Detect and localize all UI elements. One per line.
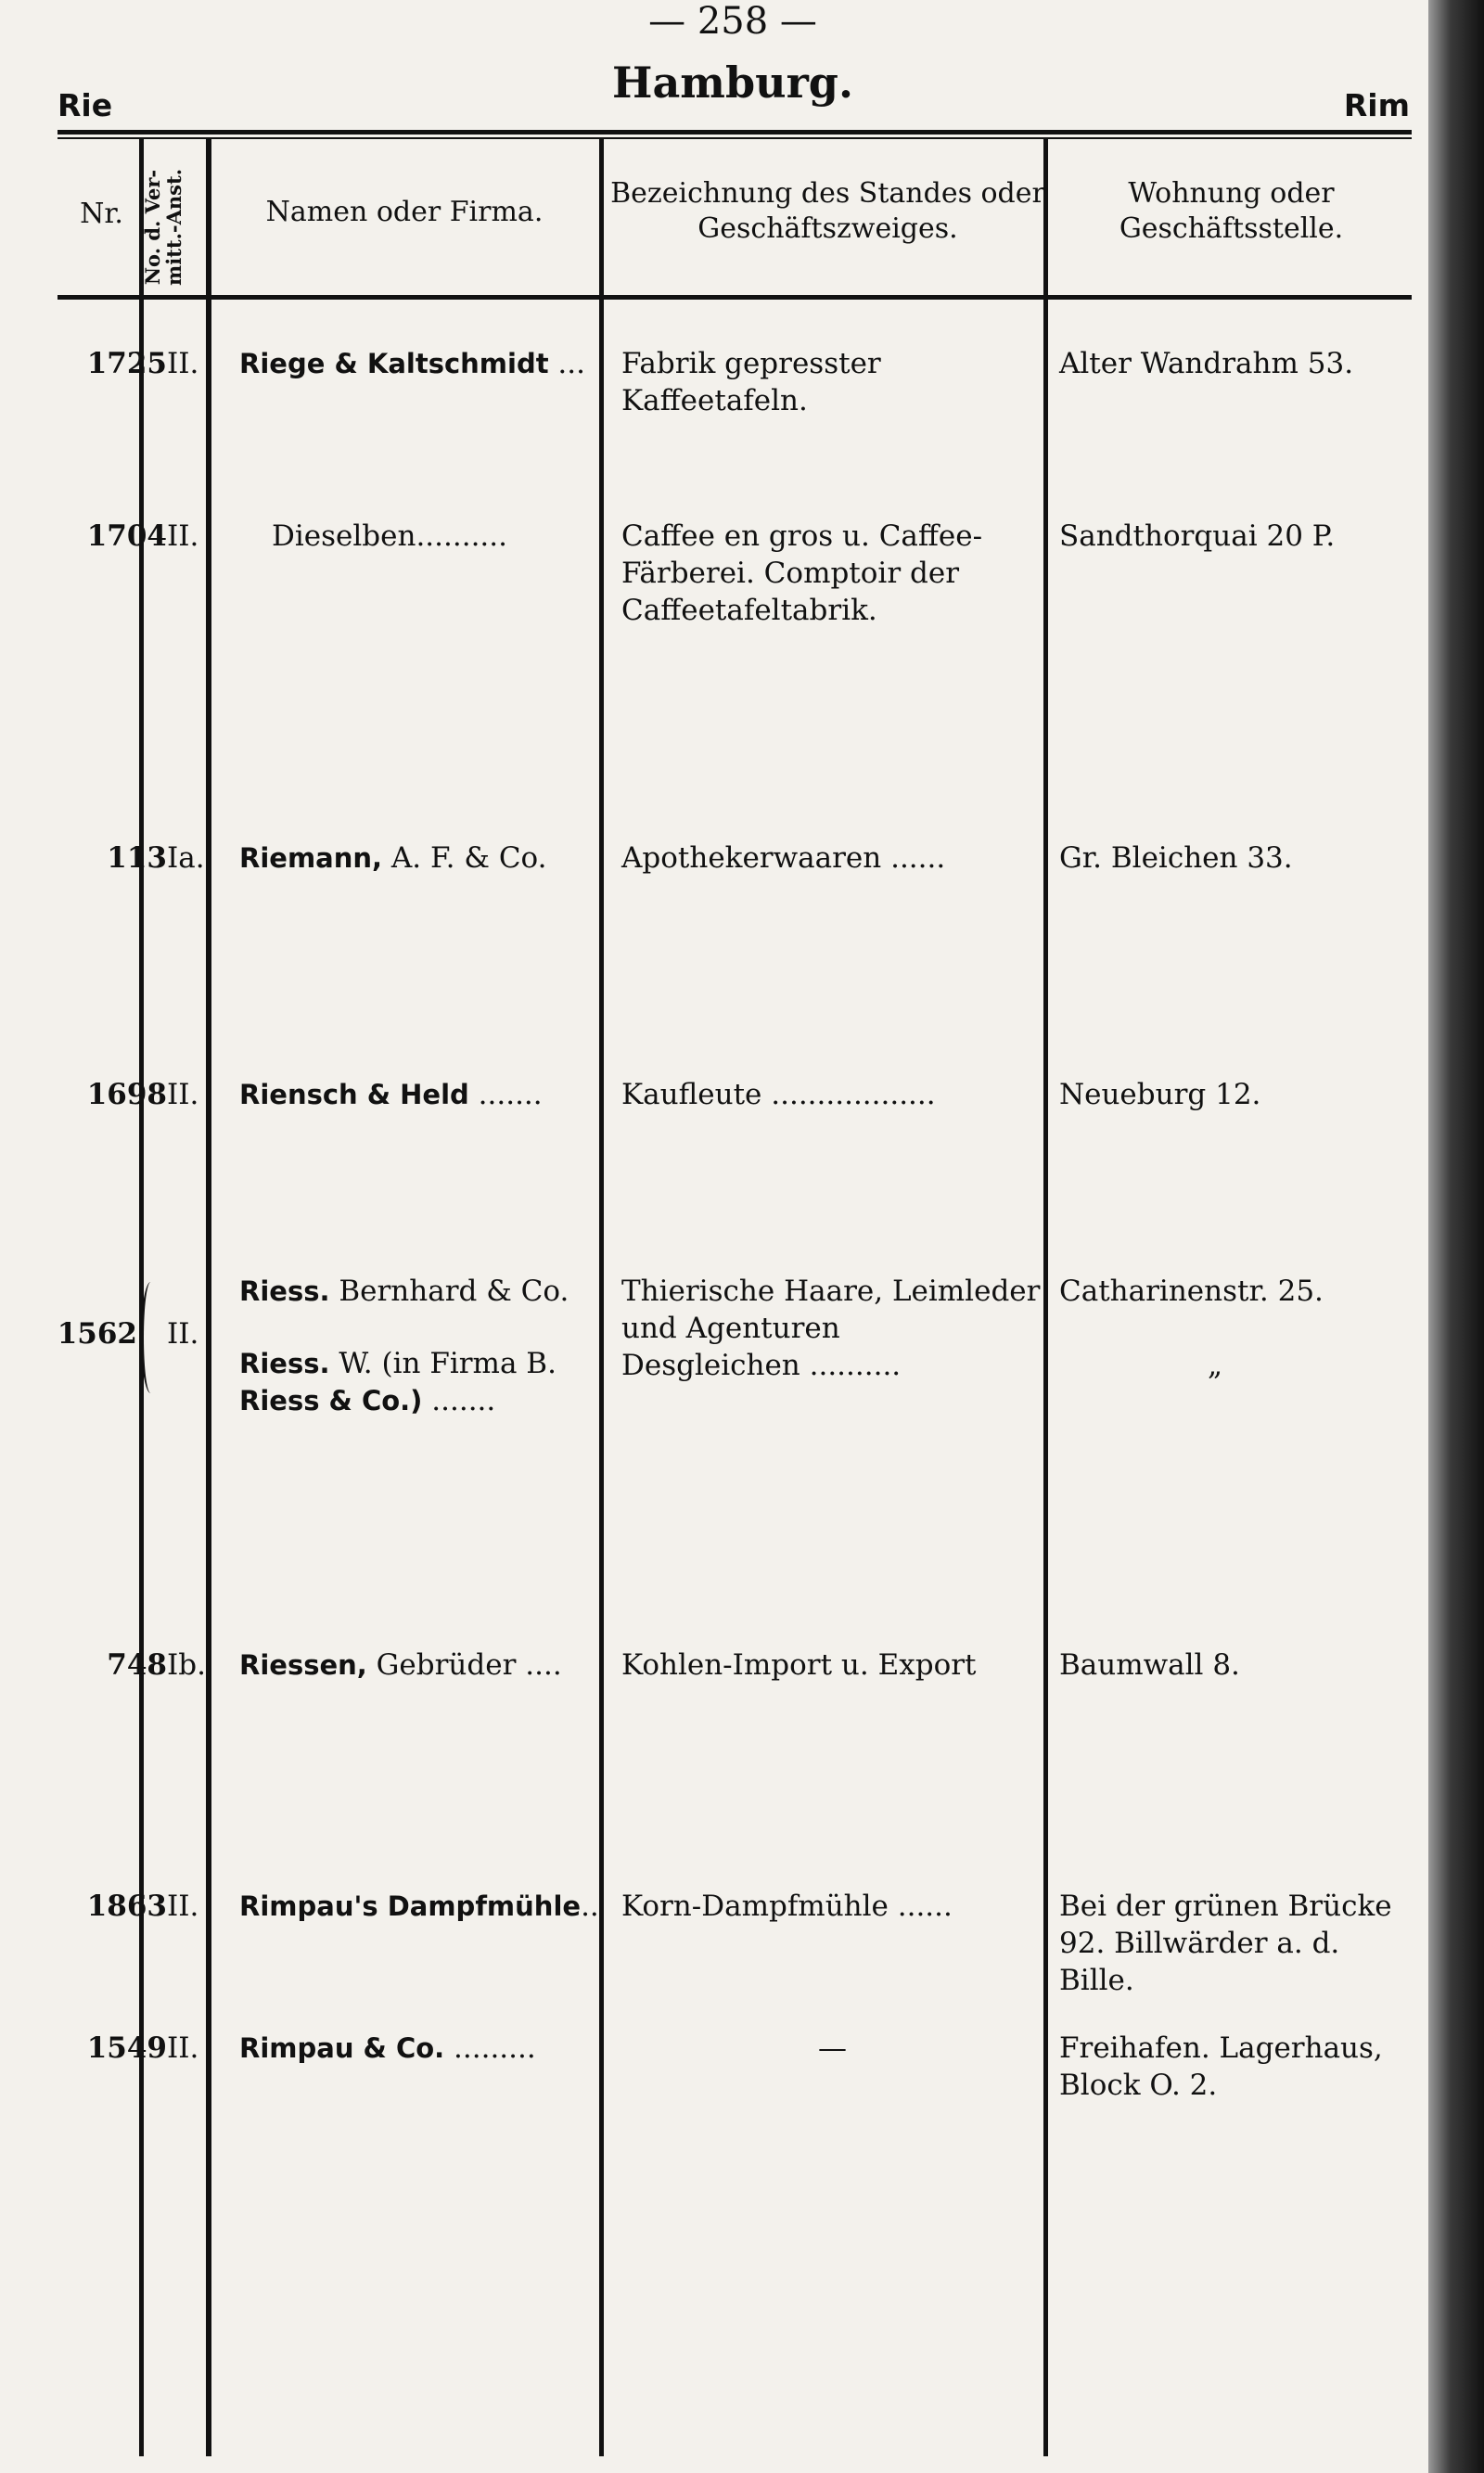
- entry-address: Neueburg 12.: [1059, 1078, 1261, 1111]
- entry-class: II.: [167, 1317, 199, 1351]
- entry-name: [239, 2030, 606, 2067]
- entry-nr: 1698: [86, 1078, 167, 1111]
- entry-address: Gr. Bleichen 33.: [1059, 841, 1293, 875]
- entry-address: „: [1208, 1349, 1223, 1382]
- entry-name-rest: Bernhard & Co.: [329, 1275, 569, 1308]
- header-nr: Nr.: [80, 198, 123, 230]
- header-name: Namen oder Firma.: [265, 196, 544, 228]
- entry-name-rest: Gebrüder ....: [366, 1648, 562, 1682]
- entry-name-bold: Riess.: [239, 1275, 330, 1307]
- entry-class: II.: [167, 519, 199, 553]
- page-number: — 258 —: [648, 0, 817, 43]
- header-wohnung: Wohnung oder Geschäftsstelle.: [1119, 177, 1344, 245]
- entry-address: Catharinenstr. 25.: [1059, 1275, 1324, 1308]
- entry-description: Desgleichen ..........: [621, 1349, 902, 1382]
- entry-class: Ia.: [167, 841, 205, 875]
- page-title: Hamburg.: [612, 58, 853, 108]
- entry-address: Alter Wandrahm 53.: [1059, 347, 1354, 380]
- entry-name-bold: Rimpau & Co.: [239, 2032, 445, 2064]
- entry-description: Thierische Haare, Leimleder und Agenturen: [621, 1275, 1041, 1345]
- entry-name: [239, 1076, 606, 1113]
- entry-name: [239, 518, 606, 555]
- entry-name-line2-bold: Riess & Co.): [239, 1385, 423, 1416]
- entry-name: [239, 1345, 606, 1419]
- running-head-right: Rim: [1343, 87, 1410, 123]
- entry-nr: 113: [107, 841, 167, 875]
- running-head-left: Rie: [58, 87, 113, 123]
- entry-name: [239, 1647, 606, 1684]
- entry-address: Baumwall 8.: [1059, 1648, 1240, 1682]
- entry-name-bold: Riensch & Held: [239, 1079, 469, 1110]
- header-stand: Bezeichnung des Standes oder Geschäftszweiges.: [610, 177, 1045, 245]
- entry-description: Caffee en gros u. Caffee-Färberei. Comptoir der Caffeetafeltabrik.: [621, 519, 983, 627]
- header-vermitt: No. d. Ver-mitt.-Anst.: [141, 168, 186, 287]
- entry-nr: 1704: [86, 519, 167, 553]
- entry-description: —: [818, 2031, 847, 2065]
- entry-name-rest: ...: [548, 347, 585, 380]
- page-edge-shadow: [1428, 0, 1484, 2473]
- entry-name: [239, 839, 606, 877]
- entry-name: [239, 1273, 606, 1310]
- entry-class: II.: [167, 1078, 199, 1111]
- column-divider-4: [1043, 137, 1048, 2456]
- entry-name-bold: Riessen,: [239, 1649, 367, 1681]
- top-rule-thin: [58, 137, 1412, 139]
- entry-name-rest: .........: [444, 2031, 536, 2065]
- entry-nr: 1725: [86, 347, 167, 380]
- top-rule: [58, 130, 1412, 135]
- entry-name: [239, 345, 606, 382]
- entry-description: Kaufleute ..................: [621, 1078, 936, 1111]
- entry-address: Bei der grünen Brücke 92. Billwärder a. d. Bille.: [1059, 1890, 1392, 1997]
- entry-nr: 1863: [86, 1890, 167, 1923]
- entry-description: Fabrik gepresster Kaffeetafeln.: [621, 347, 881, 417]
- entry-class: II.: [167, 1890, 199, 1923]
- entry-name: [239, 1888, 606, 1925]
- entry-class: Ib.: [167, 1648, 206, 1682]
- entry-name-rest: Dieselben..........: [272, 519, 507, 553]
- entry-description: Kohlen-Import u. Export: [621, 1648, 977, 1682]
- column-divider-2: [206, 137, 211, 2456]
- entry-description: Apothekerwaaren ......: [621, 841, 946, 875]
- entry-class: II.: [167, 347, 199, 380]
- entry-address: Freihafen. Lagerhaus, Block O. 2.: [1059, 2031, 1383, 2102]
- header-rule: [58, 295, 1412, 300]
- entry-name-rest: A. F. & Co.: [382, 841, 547, 875]
- entry-name-bold: Riege & Kaltschmidt: [239, 348, 549, 379]
- entry-name-bold: Riess.: [239, 1348, 330, 1379]
- entry-address: Sandthorquai 20 P.: [1059, 519, 1336, 553]
- entry-nr: 1562: [57, 1317, 137, 1351]
- entry-name-line2-rest: .......: [422, 1384, 496, 1417]
- entry-nr: 1549: [86, 2031, 167, 2065]
- entry-nr: 748: [107, 1648, 167, 1682]
- entry-class: II.: [167, 2031, 199, 2065]
- entry-name-bold: Riemann,: [239, 842, 383, 874]
- entry-description: Korn-Dampfmühle ......: [621, 1890, 953, 1923]
- entry-name-rest: .......: [468, 1078, 543, 1111]
- entry-name-bold: Rimpau's Dampfmühle: [239, 1890, 582, 1922]
- entry-bracket: [141, 1282, 160, 1393]
- entry-name-rest: W. (in Firma B.: [329, 1347, 556, 1380]
- entry-name-rest: ..: [581, 1890, 599, 1923]
